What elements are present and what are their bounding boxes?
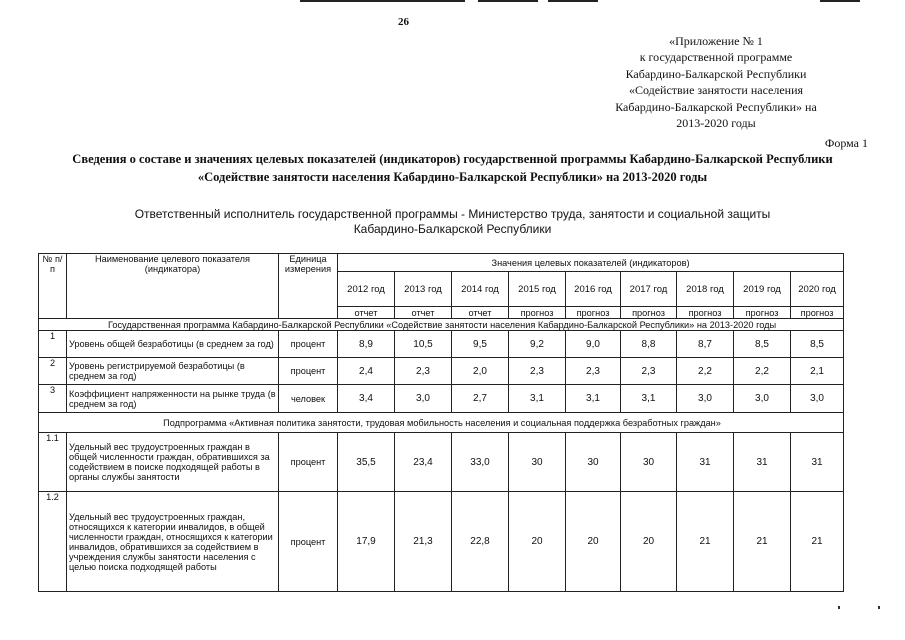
- value-cell: 3,4: [338, 385, 395, 413]
- value-cell: 17,9: [338, 492, 395, 592]
- responsible-line-2: Кабардино-Балкарской Республики: [353, 222, 552, 236]
- status-cell: прогноз: [734, 307, 791, 319]
- row-num: 1.1: [39, 433, 67, 492]
- value-cell: 30: [621, 433, 677, 492]
- table-row: [39, 492, 844, 592]
- row-unit: процент: [279, 331, 338, 358]
- scan-artifact-top-line-2: [478, 0, 538, 2]
- row-unit: человек: [279, 385, 338, 413]
- header-unit: Единица измерения: [279, 254, 338, 319]
- value-cell: 2,0: [452, 358, 509, 385]
- annex-line: «Содействие занятости населения: [628, 83, 804, 98]
- row-indicator-name: Коэффициент напряженности на рынке труда (в среднем за год): [67, 385, 279, 413]
- row-num: 1.2: [39, 492, 67, 592]
- page-number: 26: [398, 16, 409, 28]
- year-cell: 2014 год: [452, 272, 509, 307]
- row-indicator-name: Уровень регистрируемой безработицы (в среднем за год): [67, 358, 279, 385]
- row-num: 1: [39, 331, 67, 358]
- header-name: Наименование целевого показателя (индикатора): [67, 254, 279, 319]
- value-cell: 3,1: [509, 385, 566, 413]
- annex-line: Кабардино-Балкарской Республики» на: [615, 99, 817, 114]
- value-cell: 2,3: [395, 358, 452, 385]
- status-cell: прогноз: [566, 307, 621, 319]
- form-label: Форма 1: [824, 136, 868, 150]
- value-cell: 2,3: [509, 358, 566, 385]
- row-indicator-name: Удельный вес трудоустроенных граждан в общей численности граждан, обратившихся за содействием в поиске подходящей работы в органы службы занятости: [67, 433, 279, 492]
- header-values-group: Значения целевых показателей (индикаторов): [338, 254, 844, 272]
- value-cell: 3,0: [395, 385, 452, 413]
- value-cell: 10,5: [395, 331, 452, 358]
- table-row: [39, 385, 844, 413]
- status-cell: отчет: [338, 307, 395, 319]
- value-cell: 2,2: [677, 358, 734, 385]
- value-cell: 21: [734, 492, 791, 592]
- value-cell: 35,5: [338, 433, 395, 492]
- row-indicator-name: Удельный вес трудоустроенных граждан, относящихся к категории инвалидов, в общей численности граждан, относящихся к категории инвалидов, обратившихся за содействием в учреждения службы занятости населения с целью поиска подходящей работы: [67, 492, 279, 592]
- row-num: 3: [39, 385, 67, 413]
- status-cell: прогноз: [677, 307, 734, 319]
- annex-line: «Приложение № 1: [669, 34, 763, 48]
- status-cell: отчет: [452, 307, 509, 319]
- year-cell: 2013 год: [395, 272, 452, 307]
- value-cell: 3,0: [734, 385, 791, 413]
- annex-block: [560, 33, 872, 131]
- value-cell: 20: [566, 492, 621, 592]
- value-cell: 3,1: [566, 385, 621, 413]
- heading-line-1: Сведения о составе и значениях целевых показателей (индикаторов) государственной программы Кабардино-Балкарской Республики: [72, 152, 833, 166]
- table-row: [39, 433, 844, 492]
- year-cell: 2012 год: [338, 272, 395, 307]
- value-cell: 20: [509, 492, 566, 592]
- value-cell: 2,4: [338, 358, 395, 385]
- row-unit: процент: [279, 433, 338, 492]
- value-cell: 21,3: [395, 492, 452, 592]
- value-cell: 8,5: [791, 331, 844, 358]
- value-cell: 8,7: [677, 331, 734, 358]
- value-cell: 33,0: [452, 433, 509, 492]
- value-cell: 21: [791, 492, 844, 592]
- value-cell: 9,2: [509, 331, 566, 358]
- scan-speck: [838, 606, 840, 609]
- status-cell: отчет: [395, 307, 452, 319]
- value-cell: 21: [677, 492, 734, 592]
- scan-artifact-top-line-4: [820, 0, 860, 2]
- annex-line: Кабардино-Балкарской Республики: [625, 66, 807, 81]
- value-cell: 2,1: [791, 358, 844, 385]
- status-cell: прогноз: [509, 307, 566, 319]
- value-cell: 2,2: [734, 358, 791, 385]
- status-cell: прогноз: [791, 307, 844, 319]
- value-cell: 22,8: [452, 492, 509, 592]
- row-indicator-name: Уровень общей безработицы (в среднем за год): [67, 331, 279, 358]
- year-cell: 2018 год: [677, 272, 734, 307]
- value-cell: 2,3: [621, 358, 677, 385]
- value-cell: 2,7: [452, 385, 509, 413]
- value-cell: 8,5: [734, 331, 791, 358]
- year-cell: 2017 год: [621, 272, 677, 307]
- value-cell: 31: [677, 433, 734, 492]
- value-cell: 2,3: [566, 358, 621, 385]
- row-unit: процент: [279, 358, 338, 385]
- value-cell: 20: [621, 492, 677, 592]
- year-cell: 2015 год: [509, 272, 566, 307]
- header-num: № п/п: [39, 254, 67, 319]
- heading-line-2: «Содействие занятости населения Кабардино-Балкарской Республики» на 2013-2020 годы: [197, 170, 708, 184]
- value-cell: 3,0: [677, 385, 734, 413]
- table-row: [39, 331, 844, 358]
- year-cell: 2016 год: [566, 272, 621, 307]
- year-cell: 2019 год: [734, 272, 791, 307]
- value-cell: 8,9: [338, 331, 395, 358]
- table-row: [39, 358, 844, 385]
- status-cell: прогноз: [621, 307, 677, 319]
- value-cell: 9,5: [452, 331, 509, 358]
- responsible-executor: [40, 207, 865, 237]
- row-unit: процент: [279, 492, 338, 592]
- row-num: 2: [39, 358, 67, 385]
- scan-speck: [878, 606, 880, 609]
- value-cell: 31: [734, 433, 791, 492]
- value-cell: 3,0: [791, 385, 844, 413]
- document-heading: [30, 150, 875, 186]
- value-cell: 8,8: [621, 331, 677, 358]
- section-subprogram-title: Подпрограмма «Активная политика занятости, трудовая мобильность населения и социальная поддержка безработных граждан»: [39, 413, 844, 433]
- annex-line: 2013-2020 годы: [676, 116, 756, 131]
- value-cell: 30: [566, 433, 621, 492]
- scan-artifact-top-line: [300, 0, 465, 2]
- value-cell: 31: [791, 433, 844, 492]
- scan-artifact-top-line-3: [548, 0, 598, 2]
- value-cell: 3,1: [621, 385, 677, 413]
- year-cell: 2020 год: [791, 272, 844, 307]
- value-cell: 9,0: [566, 331, 621, 358]
- value-cell: 23,4: [395, 433, 452, 492]
- annex-line: к государственной программе: [639, 50, 793, 65]
- indicators-table: [38, 253, 844, 592]
- section-program-title: Государственная программа Кабардино-Балкарской Республики «Содействие занятости населения Кабардино-Балкарской Республики» на 2013-2020 годы: [39, 319, 844, 331]
- responsible-line-1: Ответственный исполнитель государственной программы - Министерство труда, занятости и социальной защиты: [134, 207, 771, 221]
- value-cell: 30: [509, 433, 566, 492]
